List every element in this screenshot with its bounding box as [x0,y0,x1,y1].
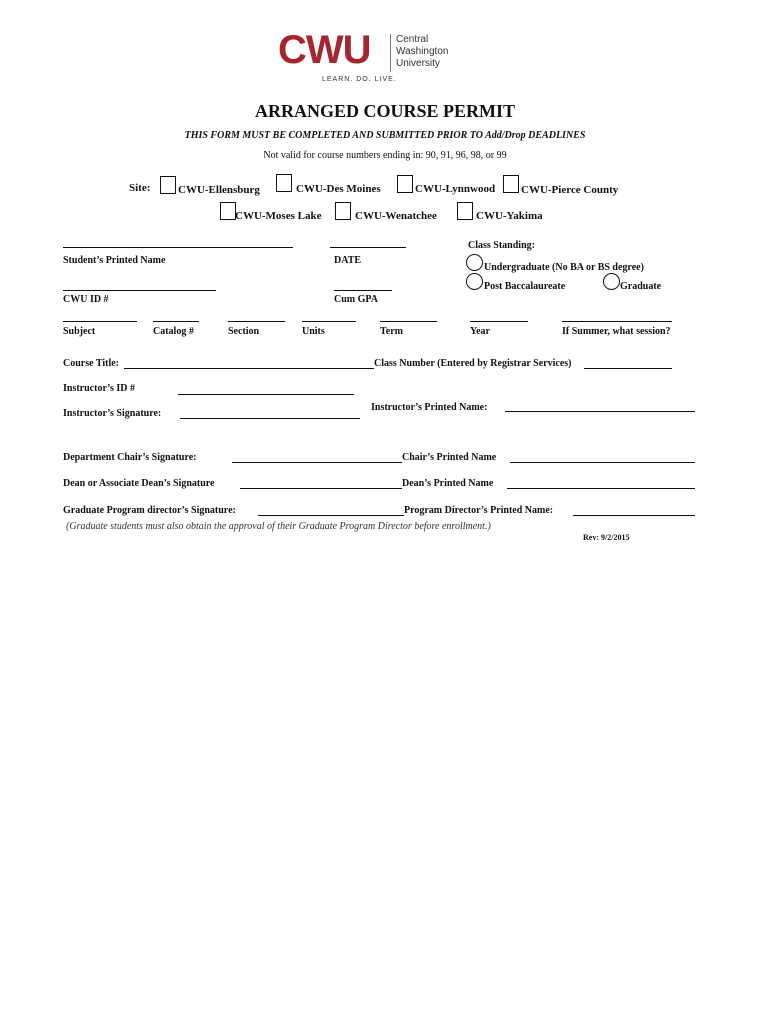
units-field[interactable] [302,321,356,322]
logo-tagline: LEARN. DO. LIVE. [322,76,397,83]
cum-gpa-field[interactable] [334,290,392,291]
instructor-printed-name-field[interactable] [505,411,695,412]
col-section: Section [228,326,260,337]
course-title-label: Course Title: [63,358,120,369]
class-number-label: Class Number (Entered by Registrar Services) [374,358,572,369]
class-number-field[interactable] [584,368,672,369]
col-term: Term [380,326,403,337]
section-field[interactable] [228,321,285,322]
grad-director-signature-label: Graduate Program director’s Signature: [63,505,236,516]
chair-signature-label: Department Chair’s Signature: [63,452,197,463]
checkbox-des-moines[interactable] [276,174,292,192]
radio-undergraduate[interactable] [466,254,483,271]
instructor-id-label: Instructor’s ID # [63,383,136,394]
student-name-label: Student’s Printed Name [63,255,166,266]
graduate-label: Graduate [620,281,662,292]
site-option-wenatchee: CWU-Wenatchee [355,210,437,222]
grad-director-printed-name-label: Program Director’s Printed Name: [404,505,554,516]
site-option-ellensburg: CWU-Ellensburg [178,184,260,196]
col-catalog: Catalog # [153,326,194,337]
logo-name-line1: Central [396,34,429,45]
checkbox-ellensburg[interactable] [160,176,176,194]
radio-post-baccalaureate[interactable] [466,273,483,290]
grad-note: (Graduate students must also obtain the approval of their Graduate Program Director before enrollment.) [66,521,491,532]
grad-director-printed-name-field[interactable] [573,515,695,516]
page-title: ARRANGED COURSE PERMIT [254,101,515,121]
class-standing-label: Class Standing: [468,240,535,251]
form-notice: Not valid for course numbers ending in: 90, 91, 96, 98, or 99 [263,150,507,161]
term-field[interactable] [380,321,437,322]
radio-graduate[interactable] [603,273,620,290]
summer-session-field[interactable] [562,321,672,322]
instructor-id-field[interactable] [178,394,354,395]
col-summer-session: If Summer, what session? [562,326,671,337]
checkbox-wenatchee[interactable] [335,202,351,220]
logo-wordmark: CWU [278,28,371,72]
undergraduate-label: Undergraduate (No BA or BS degree) [484,262,644,273]
subject-field[interactable] [63,321,137,322]
logo-name-line3: University [396,58,440,69]
dean-signature-label: Dean or Associate Dean’s Signature [63,478,215,489]
dean-printed-name-field[interactable] [507,488,695,489]
checkbox-lynnwood[interactable] [397,175,413,193]
form-subtitle: THIS FORM MUST BE COMPLETED AND SUBMITTED PRIOR TO Add/Drop DEADLINES [184,130,586,141]
instructor-signature-field[interactable] [180,418,360,419]
cum-gpa-label: Cum GPA [334,294,378,305]
col-subject: Subject [63,326,96,337]
site-option-moses-lake: CWU-Moses Lake [235,210,322,222]
site-option-pierce-county: CWU-Pierce County [521,184,619,196]
logo-divider [390,34,391,72]
site-option-lynnwood: CWU-Lynnwood [415,183,496,195]
cwu-id-field[interactable] [63,290,216,291]
chair-printed-name-label: Chair’s Printed Name [402,452,497,463]
date-label: DATE [334,255,362,266]
date-field[interactable] [330,247,406,248]
checkbox-yakima[interactable] [457,202,473,220]
site-option-des-moines: CWU-Des Moines [296,183,381,195]
checkbox-moses-lake[interactable] [220,202,236,220]
revision-date: Rev: 9/2/2015 [583,533,630,542]
grad-director-signature-field[interactable] [258,515,404,516]
catalog-field[interactable] [153,321,199,322]
course-title-field[interactable] [124,368,374,369]
dean-signature-field[interactable] [240,488,402,489]
checkbox-pierce-county[interactable] [503,175,519,193]
student-name-field[interactable] [63,247,293,248]
dean-printed-name-label: Dean’s Printed Name [402,478,494,489]
chair-signature-field[interactable] [232,462,402,463]
post-bacc-label: Post Baccalaureate [484,281,566,292]
instructor-printed-name-label: Instructor’s Printed Name: [371,402,488,413]
instructor-signature-label: Instructor’s Signature: [63,408,162,419]
cwu-id-label: CWU ID # [63,294,109,305]
col-units: Units [302,326,325,337]
chair-printed-name-field[interactable] [510,462,695,463]
logo [278,28,458,84]
site-label: Site: [129,182,151,194]
col-year: Year [470,326,490,337]
site-option-yakima: CWU-Yakima [476,210,543,222]
logo-name-line2: Washington [396,46,449,57]
year-field[interactable] [470,321,528,322]
